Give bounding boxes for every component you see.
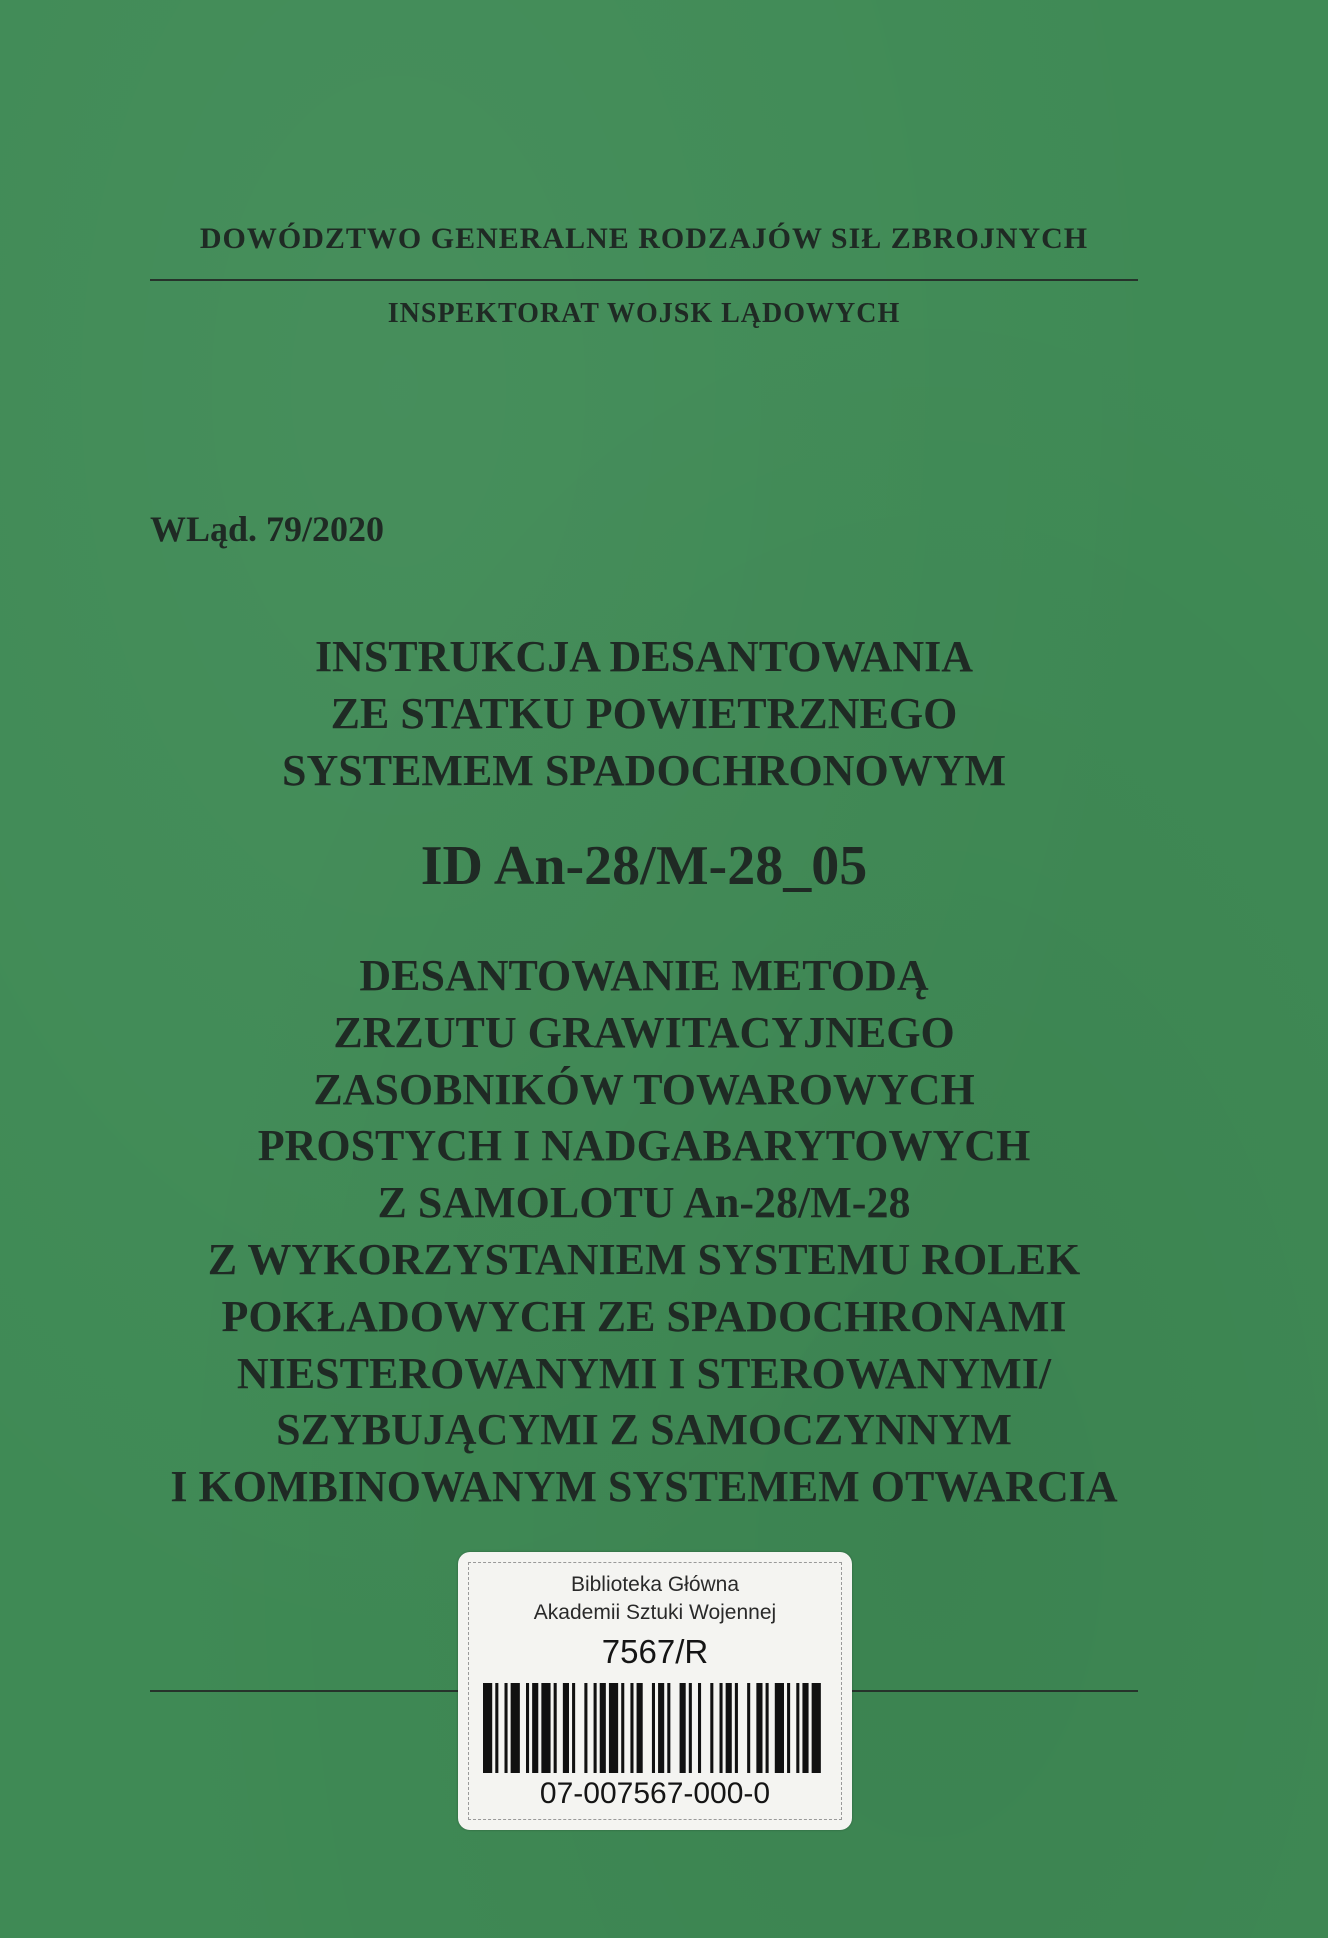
description-line: Z SAMOLOTU An-28/M-28 <box>377 1178 911 1228</box>
header-inspectorate: INSPEKTORAT WOJSK LĄDOWYCH <box>387 298 901 329</box>
library-label-frame <box>468 1562 842 1820</box>
description-line: ZASOBNIKÓW TOWAROWYCH <box>313 1064 975 1114</box>
description-line: NIESTEROWANYMI I STEROWANYMI/ <box>236 1348 1052 1398</box>
description-line: DESANTOWANIE METODĄ <box>359 951 929 1000</box>
description <box>150 948 1138 1516</box>
library-name-line1: Biblioteka Główna <box>570 1573 740 1596</box>
description-line: I KOMBINOWANYM SYSTEMEM OTWARCIA <box>170 1462 1118 1512</box>
document-number: WLąd. 79/2020 <box>150 509 385 549</box>
title <box>150 628 1138 799</box>
library-signature: 7567/R <box>601 1633 709 1670</box>
barcode-number: 07-007567-000-0 <box>539 1777 771 1810</box>
library-name-line2: Akademii Sztuki Wojennej <box>533 1601 777 1624</box>
description-line: ZRZUTU GRAWITACYJNEGO <box>333 1007 955 1057</box>
title-line: INSTRUKCJA DESANTOWANIA <box>314 632 974 681</box>
description-line: Z WYKORZYSTANIEM SYSTEMU ROLEK <box>207 1234 1081 1284</box>
header-divider <box>150 279 1138 281</box>
title-line: ZE STATKU POWIETRZNEGO <box>330 689 958 738</box>
title-line: SYSTEMEM SPADOCHRONOWYM <box>282 746 1006 795</box>
barcode-icon <box>483 1683 827 1773</box>
description-line: POKŁADOWYCH ZE SPADOCHRONAMI <box>221 1291 1067 1341</box>
instruction-code: ID An-28/M-28_05 <box>420 835 868 897</box>
description-line: SZYBUJĄCYMI Z SAMOCZYNNYM <box>276 1405 1012 1455</box>
library-label <box>458 1552 852 1830</box>
header-command: DOWÓDZTWO GENERALNE RODZAJÓW SIŁ ZBROJNYCH <box>199 222 1089 255</box>
description-line: PROSTYCH I NADGABARYTOWYCH <box>257 1121 1031 1171</box>
